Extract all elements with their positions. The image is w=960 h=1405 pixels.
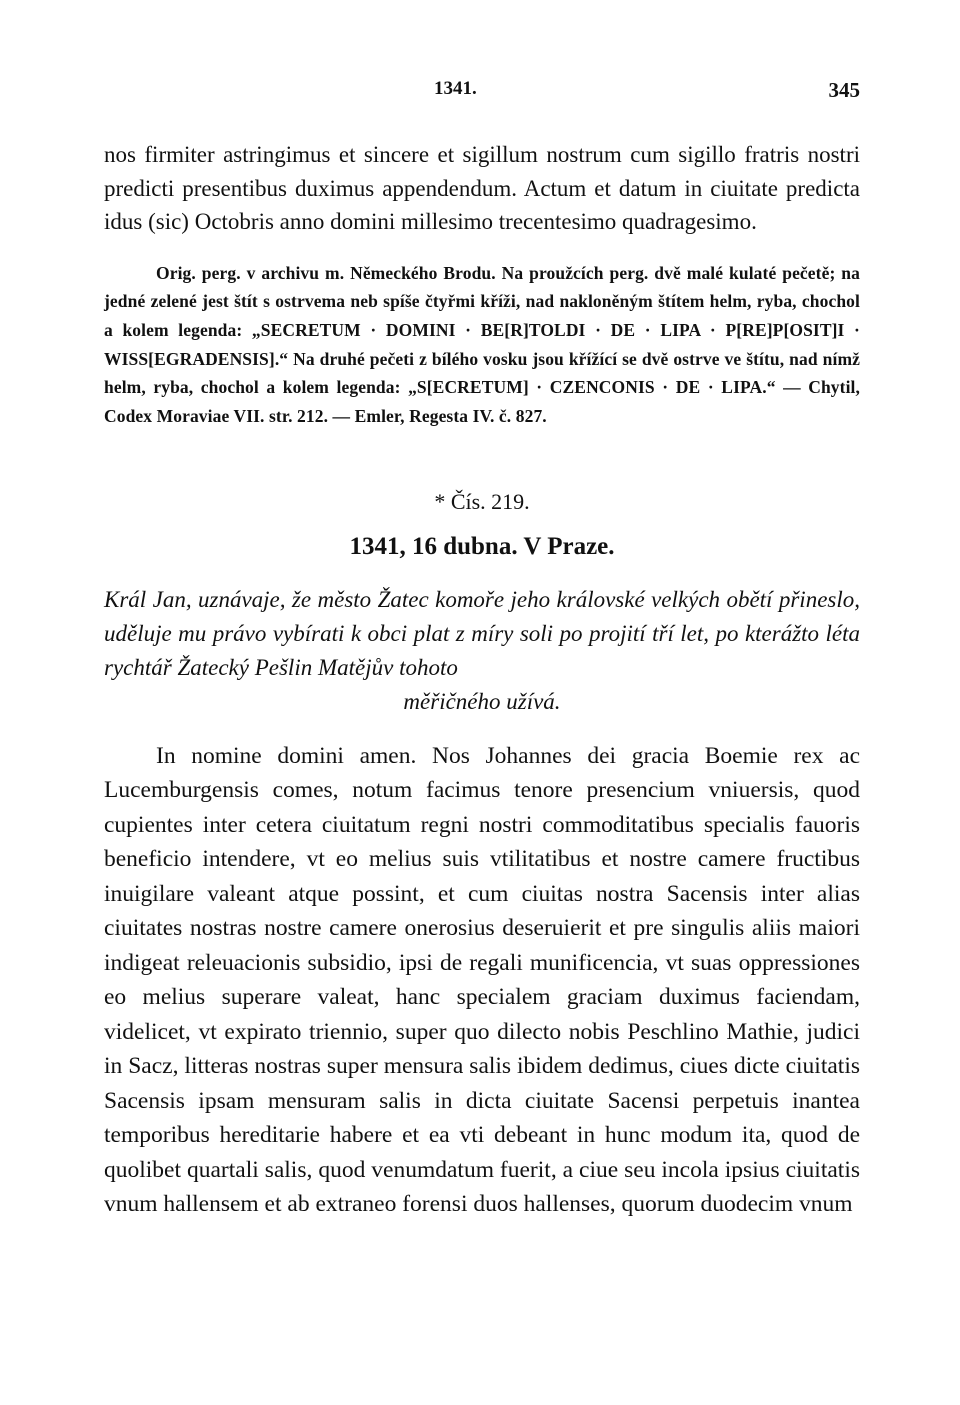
document-date-place: 1341, 16 dubna. V Praze. bbox=[349, 532, 615, 560]
document-number: * Čís. 219. bbox=[434, 488, 530, 514]
charter-text bbox=[104, 739, 860, 1222]
regest-main: Král Jan, uznávaje, že město Žatec komoře jeho královské velkých obětí přineslo, uděluje mu právo vybírati k obci plat z míry soli po projití tří let, po kterážto léta rychtář Žatecký Pešlin Matějův tohoto bbox=[104, 586, 860, 680]
running-head-year: 1341. bbox=[434, 78, 477, 99]
archival-notes-text: Orig. perg. v archivu m. Německého Brodu. Na proužcích perg. dvě malé kulaté pečetě; na jedné zelené jest štít s ostrvema neb spíše čtyřmi kříži, nad nakloněným štítem helm, ryba, chochol a kolem legenda: „SECRETUM · DOMINI · BE[R]TOLDI · DE · LIPA · P[RE]P[OSIT]I · WISS[EGRADENSIS].“ Na druhé pečeti z bílého vosku jsou křížící se dvě ostrve ve štítu, nad nímž helm, ryba, chochol a kolem legenda: „S[ECRETUM] · CZENCONIS · DE · LIPA.“ — Chytil, Codex Moraviae VII. str. 212. — Emler, Regesta IV. č. 827. bbox=[104, 262, 860, 427]
regest-summary bbox=[104, 583, 860, 719]
charter-paragraph: In nomine domini amen. Nos Johannes dei gracia Boemie rex ac Lucemburgensis comes, notum facimus tenore presencium vniuersis, quod cupientes inter cetera ciuitatum regni nostri commoditatibus specialis fauoris beneficio intendere, vt eo melius suis vtilitatibus et nostre camere fructibus inuigilare valeant atque possint, et cum ciuitas nostra Sacensis inter alias ciuitates nostras nostre camere onerosius deseruierit et pre singulis aliis maiori indigeat releuacionis subsidio, ipsi de regali munificencia, vt suas oppressiones eo melius superare valeat, hanc specialem graciam duximus faciendam, videlicet, vt expirato triennio, super quo dilecto nobis Peschlino Mathie, judici in Sacz, litteras nostras super mensura salis ibidem dedimus, ciues dicte ciuitatis Sacensis ipsam mensuram salis in dicta ciuitate Sacensi perpetuis inantea temporibus hereditarie habere et ea vti debeant in hunc modum ita, quod de quolibet quartali salis, quod venumdatum fuerit, a ciue seu incola ipsius ciuitatis vnum hallensem et ab extraneo forensi duos hallenses, quorum duodecim vnum bbox=[104, 742, 860, 1218]
page-header bbox=[104, 78, 860, 108]
book-page bbox=[104, 78, 860, 1222]
continuation-paragraph: nos firmiter astringimus et sincere et sigillum nostrum cum sigillo fratris nostri predicti presentibus duximus appendendum. Actum et datum in ciuitate predicta idus (sic) Octobris anno domini millesimo trecentesimo quadragesimo. bbox=[104, 142, 860, 234]
regest-end: měřičného užívá. bbox=[403, 688, 561, 714]
archival-notes bbox=[104, 259, 860, 431]
page-number: 345 bbox=[828, 78, 860, 102]
